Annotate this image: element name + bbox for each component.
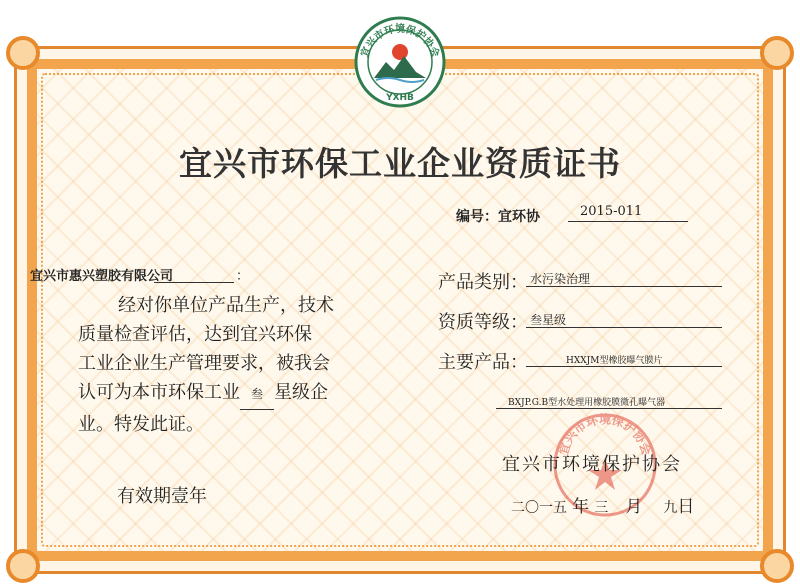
underline [526, 366, 722, 367]
issue-date: 二〇一五 年 三 月 九日 [511, 497, 695, 517]
corner-ornament [6, 549, 40, 583]
underline [526, 286, 722, 287]
emblem-abbr: YXHB [386, 93, 414, 103]
company-name: 宜兴市惠兴塑胶有限公司 [30, 269, 174, 284]
company-colon: ： [236, 269, 250, 284]
statement-line: 工业企业生产管理要求，被我会 [78, 353, 330, 374]
grade-label: 资质等级： [438, 312, 528, 333]
underline [154, 282, 234, 283]
corner-ornament [760, 36, 794, 70]
products-label: 主要产品： [438, 352, 528, 373]
sun-icon [392, 44, 408, 60]
category-label: 产品类别： [438, 272, 528, 293]
underline [568, 221, 688, 222]
association-emblem-icon [354, 16, 446, 108]
certification-statement [78, 291, 378, 439]
svg-text:宜兴市环境保护协会: 宜兴市环境保护协会 [556, 412, 654, 457]
product-item: HXXJM型橡胶曝气膜片 [566, 356, 663, 366]
emblem-ring-text: 宜兴市环境保护协会 [359, 24, 441, 59]
statement-line: 认可为本市环保工业 叁 星级企 [78, 378, 378, 410]
certificate-number-label: 编号：宜环协 [456, 209, 540, 225]
star-level-value: 叁 [240, 380, 274, 410]
statement-line: 经对你单位产品生产，技术 [118, 295, 334, 316]
certificate-number-value: 2015-011 [580, 204, 643, 219]
underline [496, 408, 722, 409]
category-value: 水污染治理 [530, 272, 591, 286]
grade-value: 叁星级 [530, 313, 567, 327]
corner-ornament [760, 549, 794, 583]
product-item: BXJP.G.B型水处理用橡胶膜微孔曝气器 [508, 398, 666, 408]
certificate-title: 宜兴市环保工业企业资质证书 [179, 144, 621, 183]
corner-ornament [6, 36, 40, 70]
underline [526, 327, 722, 328]
validity-period: 有效期壹年 [117, 486, 207, 507]
statement-line: 质量检查评估，达到宜兴环保 [78, 324, 312, 345]
issuer-name: 宜兴市环境保护协会 [502, 454, 682, 475]
statement-line: 业。特发此证。 [78, 414, 204, 435]
